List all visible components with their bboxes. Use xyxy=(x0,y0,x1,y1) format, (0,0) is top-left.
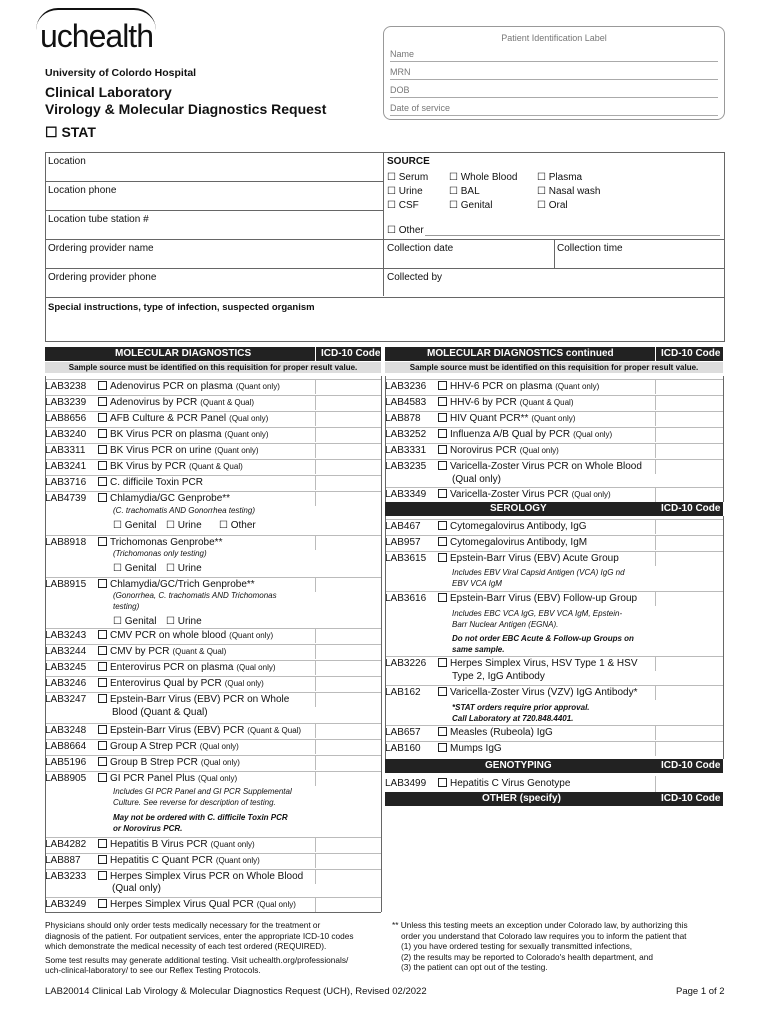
test-code: LAB3246 xyxy=(45,678,87,689)
test-row[interactable] xyxy=(385,445,723,458)
ebv-acute-note: EBV VCA IgM xyxy=(452,579,502,588)
right-subnote: Sample source must be identified on this requisition for proper result value. xyxy=(385,362,723,373)
test-row[interactable] xyxy=(45,899,381,912)
checkbox-icon[interactable] xyxy=(98,725,107,734)
stat-checkbox[interactable]: ☐ STAT xyxy=(45,124,96,140)
hsv-cont: Type 2, IgG Antibody xyxy=(452,671,545,682)
spec-opt[interactable]: ☐ Urine xyxy=(166,616,202,627)
src-other[interactable]: ☐ Other xyxy=(387,225,424,236)
test-name: BK Virus by PCR (Quant & Qual) xyxy=(98,461,243,472)
test-row[interactable] xyxy=(385,429,723,442)
test-name: Cytomegalovirus Antibody, IgG xyxy=(438,521,587,532)
ebv-fu-note: Barr Nuclear Antigen (EGNA). xyxy=(452,620,559,629)
mrn-field[interactable]: MRN xyxy=(390,67,718,80)
src-whole-blood[interactable]: ☐ Whole Blood xyxy=(449,172,518,183)
test-row[interactable] xyxy=(385,489,723,502)
test-row[interactable] xyxy=(45,493,381,506)
checkbox-icon[interactable] xyxy=(98,646,107,655)
test-row[interactable] xyxy=(45,839,381,852)
test-name: Varicella-Zoster Virus PCR (Qual only) xyxy=(438,489,611,500)
test-name: Enterovirus PCR on plasma (Qual only) xyxy=(98,662,276,673)
test-code: LAB3233 xyxy=(45,871,87,882)
stat-note: Call Laboratory at 720.848.4401. xyxy=(452,714,574,723)
checkbox-icon[interactable] xyxy=(98,899,107,908)
test-row[interactable] xyxy=(385,381,723,394)
test-row[interactable] xyxy=(45,871,381,884)
checkbox-icon[interactable] xyxy=(438,553,447,562)
test-name: Chlamydia/GC Genprobe** xyxy=(98,493,233,504)
test-code: LAB162 xyxy=(385,687,421,698)
test-row[interactable] xyxy=(45,741,381,754)
test-row[interactable] xyxy=(45,725,381,738)
tube-station-field[interactable]: Location tube station # xyxy=(48,214,149,225)
test-name: HHV-6 PCR on plasma (Quant only) xyxy=(438,381,599,392)
test-name: Herpes Simplex Virus, HSV Type 1 & HSV xyxy=(438,658,638,669)
test-code: LAB3248 xyxy=(45,725,87,736)
test-code: LAB3244 xyxy=(45,646,87,657)
src-urine[interactable]: ☐ Urine xyxy=(387,186,423,197)
other-header: OTHER (specify) ICD-10 Code xyxy=(385,792,723,806)
checkbox-icon[interactable] xyxy=(98,397,107,406)
checkbox-icon[interactable] xyxy=(438,429,447,438)
test-name: Hepatitis C Quant PCR (Quant only) xyxy=(98,855,260,866)
test-name: Chlamydia/GC/Trich Genprobe** xyxy=(98,579,258,590)
checkbox-icon[interactable] xyxy=(98,855,107,864)
test-code: LAB3226 xyxy=(385,658,427,669)
test-name: Herpes Simplex Virus PCR on Whole Blood xyxy=(98,871,306,882)
test-row[interactable] xyxy=(45,630,381,643)
ct-note: (C. trachomatis AND Gonorrhea testing) xyxy=(113,506,255,515)
test-row[interactable] xyxy=(385,413,723,426)
test-row[interactable] xyxy=(45,397,381,410)
test-row[interactable] xyxy=(385,658,723,671)
ordering-phone-field[interactable]: Ordering provider phone xyxy=(48,272,157,283)
checkbox-icon[interactable] xyxy=(98,429,107,438)
test-name: Group B Strep PCR (Qual only) xyxy=(98,757,240,768)
test-code: LAB3249 xyxy=(45,899,87,910)
test-row[interactable] xyxy=(385,521,723,534)
footer-right: ** Unless this testing meets an exception under Colorado law, by authorizing this order you understand that Colorado law requires you to inform the patient that (1) you have ordered testing for sexually transmitted infections, (2) the results may be reported to Colorado's health department, and (3) the patient can opt out of the testing. xyxy=(392,920,688,972)
ebv-warning: same sample. xyxy=(452,645,505,654)
test-name: AFB Culture & PCR Panel (Qual only) xyxy=(98,413,268,424)
test-code: LAB657 xyxy=(385,727,421,738)
test-row[interactable] xyxy=(45,757,381,770)
test-code: LAB4583 xyxy=(385,397,427,408)
test-name: Varicella-Zoster Virus PCR on Whole Blood xyxy=(438,461,645,472)
form-title-2: Virology & Molecular Diagnostics Request xyxy=(45,101,327,117)
checkbox-icon[interactable] xyxy=(438,658,447,667)
test-name: Group A Strep PCR (Qual only) xyxy=(98,741,239,752)
test-row[interactable] xyxy=(45,537,381,550)
test-name: Epstein-Barr Virus (EBV) Acute Group xyxy=(438,553,619,564)
checkbox-icon[interactable] xyxy=(98,773,107,782)
test-name: Varicella-Zoster Virus (VZV) IgG Antibody* xyxy=(438,687,637,698)
gi-warning: or Norovirus PCR. xyxy=(113,824,183,833)
test-row[interactable] xyxy=(385,593,723,606)
test-code: LAB3240 xyxy=(45,429,87,440)
test-code: LAB3238 xyxy=(45,381,87,392)
test-code: LAB957 xyxy=(385,537,421,548)
special-instructions-field[interactable]: Special instructions, type of infection, suspected organism xyxy=(48,302,315,313)
checkbox-icon[interactable] xyxy=(98,537,107,546)
test-row[interactable] xyxy=(385,727,723,740)
test-name: HIV Quant PCR** (Quant only) xyxy=(438,413,575,424)
checkbox-icon[interactable] xyxy=(438,727,447,736)
test-row[interactable] xyxy=(45,646,381,659)
test-code: LAB3616 xyxy=(385,593,427,604)
spec-opt[interactable]: ☐ Genital xyxy=(113,563,157,574)
footer-left: Physicians should only order tests medically necessary for the treatment or diagnosis of the patient. For outpatient services, enter the appropriate ICD-10 codes which demonstrate the medical necessity of each test ordered (REQUIRED). Some test results may generate additional testing. Visit uchealth.org/professionals/ uch-clinical-laboratory/ to see our Reflex Testing Protocols. xyxy=(45,920,354,975)
checkbox-icon[interactable] xyxy=(438,778,447,787)
test-name: Adenovirus PCR on plasma (Quant only) xyxy=(98,381,280,392)
test-row[interactable] xyxy=(45,855,381,868)
src-oral[interactable]: ☐ Oral xyxy=(537,200,568,211)
test-code: LAB887 xyxy=(45,855,81,866)
test-row[interactable] xyxy=(45,477,381,490)
genotyping-header: GENOTYPING ICD-10 Code xyxy=(385,759,723,773)
test-row[interactable] xyxy=(385,778,723,791)
spec-opt[interactable]: ☐ Urine xyxy=(166,520,202,531)
spec-opt[interactable]: ☐ Other xyxy=(219,520,256,531)
logo: uchealth xyxy=(40,18,153,54)
checkbox-icon[interactable] xyxy=(98,871,107,880)
test-code: LAB8656 xyxy=(45,413,87,424)
test-code: LAB8915 xyxy=(45,579,87,590)
test-code: LAB3245 xyxy=(45,662,87,673)
hsv-cont: (Qual only) xyxy=(112,883,161,894)
src-nasal-wash[interactable]: ☐ Nasal wash xyxy=(537,186,601,197)
test-name: Measles (Rubeola) IgG xyxy=(438,727,553,738)
test-row[interactable] xyxy=(45,445,381,458)
ebv-cont: Blood (Quant & Qual) xyxy=(112,707,208,718)
test-code: LAB4282 xyxy=(45,839,87,850)
checkbox-icon[interactable] xyxy=(438,381,447,390)
checkbox-icon[interactable] xyxy=(438,397,447,406)
page-number: Page 1 of 2 xyxy=(676,986,725,997)
test-code: LAB3499 xyxy=(385,778,427,789)
collected-by-field[interactable]: Collected by xyxy=(387,272,443,283)
gi-note: Includes GI PCR Panel and GI PCR Supplemental xyxy=(113,787,292,796)
src-bal[interactable]: ☐ BAL xyxy=(449,186,480,197)
test-code: LAB3615 xyxy=(385,553,427,564)
test-name: Trichomonas Genprobe** xyxy=(98,537,225,548)
test-row[interactable] xyxy=(385,553,723,566)
patient-id-label xyxy=(383,26,725,120)
test-row[interactable] xyxy=(45,429,381,442)
hospital-name: University of Colordo Hospital xyxy=(45,67,197,79)
test-row[interactable] xyxy=(45,694,381,707)
form-id: LAB20014 Clinical Lab Virology & Molecular Diagnostics Request (UCH), Revised 02/2022 xyxy=(45,986,427,997)
spec-opt[interactable]: ☐ Genital xyxy=(113,520,157,531)
test-code: LAB4739 xyxy=(45,493,87,504)
test-name: BK Virus PCR on plasma (Quant only) xyxy=(98,429,269,440)
test-name: Hepatitis C Virus Genotype xyxy=(438,778,570,789)
test-code: LAB467 xyxy=(385,521,421,532)
test-code: LAB8905 xyxy=(45,773,87,784)
checkbox-icon[interactable] xyxy=(98,839,107,848)
date-of-service-field[interactable]: Date of service xyxy=(390,103,718,116)
test-name: GI PCR Panel Plus (Qual only) xyxy=(98,773,237,784)
ebv-acute-note: Includes EBV Viral Capsid Antigen (VCA) IgG nd xyxy=(452,568,625,577)
test-name: Epstein-Barr Virus (EBV) PCR on Whole xyxy=(98,694,292,705)
location-phone-field[interactable]: Location phone xyxy=(48,185,117,196)
test-code: LAB3243 xyxy=(45,630,87,641)
test-name: Norovirus PCR (Qual only) xyxy=(438,445,559,456)
checkbox-icon[interactable] xyxy=(98,662,107,671)
checkbox-icon[interactable] xyxy=(438,687,447,696)
ctt-note: (Gonorrhea, C. trachomatis AND Trichomonas xyxy=(113,591,277,600)
checkbox-icon[interactable] xyxy=(438,743,447,752)
test-row[interactable] xyxy=(385,461,723,474)
test-code: LAB878 xyxy=(385,413,421,424)
test-name: C. difficile Toxin PCR xyxy=(98,477,206,488)
checkbox-icon[interactable] xyxy=(438,537,447,546)
src-serum[interactable]: ☐ Serum xyxy=(387,172,429,183)
checkbox-icon[interactable] xyxy=(438,461,447,470)
test-row[interactable] xyxy=(45,413,381,426)
test-name: CMV by PCR (Quant & Qual) xyxy=(98,646,226,657)
checkbox-icon[interactable] xyxy=(438,489,447,498)
ordering-provider-field[interactable]: Ordering provider name xyxy=(48,243,154,254)
form-title-1: Clinical Laboratory xyxy=(45,84,172,100)
test-name: Cytomegalovirus Antibody, IgM xyxy=(438,537,587,548)
spec-opt[interactable]: ☐ Urine xyxy=(166,563,202,574)
checkbox-icon[interactable] xyxy=(98,741,107,750)
test-code: LAB3311 xyxy=(45,445,86,456)
dob-field[interactable]: DOB xyxy=(390,85,718,98)
checkbox-icon[interactable] xyxy=(98,445,107,454)
checkbox-icon[interactable] xyxy=(98,694,107,703)
molecular-continued-header: MOLECULAR DIAGNOSTICS continued ICD-10 Code xyxy=(385,347,723,361)
checkbox-icon[interactable] xyxy=(438,445,447,454)
test-code: LAB8918 xyxy=(45,537,87,548)
src-plasma[interactable]: ☐ Plasma xyxy=(537,172,583,183)
test-name: Epstein-Barr Virus (EBV) PCR (Quant & Qual) xyxy=(98,725,301,736)
source-label: SOURCE xyxy=(387,156,430,167)
test-name: HHV-6 by PCR (Quant & Qual) xyxy=(438,397,574,408)
collection-time-field[interactable]: Collection time xyxy=(557,243,623,254)
src-genital[interactable]: ☐ Genital xyxy=(449,200,493,211)
checkbox-icon[interactable] xyxy=(438,593,447,602)
test-row[interactable] xyxy=(45,662,381,675)
ctt-note: testing) xyxy=(113,602,140,611)
test-code: LAB3239 xyxy=(45,397,87,408)
test-row[interactable] xyxy=(385,537,723,550)
collection-date-field[interactable]: Collection date xyxy=(387,243,454,254)
test-code: LAB160 xyxy=(385,743,421,754)
checkbox-icon[interactable] xyxy=(98,630,107,639)
checkbox-icon[interactable] xyxy=(438,413,447,422)
serology-header: SEROLOGY ICD-10 Code xyxy=(385,502,723,516)
test-code: LAB3716 xyxy=(45,477,87,488)
test-code: LAB8664 xyxy=(45,741,87,752)
test-name: Mumps IgG xyxy=(438,743,502,754)
test-code: LAB3236 xyxy=(385,381,427,392)
checkbox-icon[interactable] xyxy=(98,493,107,502)
test-name: Hepatitis B Virus PCR (Quant only) xyxy=(98,839,255,850)
test-name: Influenza A/B Qual by PCR (Qual only) xyxy=(438,429,612,440)
src-csf[interactable]: ☐ CSF xyxy=(387,200,419,211)
checkbox-icon[interactable] xyxy=(98,579,107,588)
test-code: LAB3252 xyxy=(385,429,427,440)
checkbox-icon[interactable] xyxy=(438,521,447,530)
location-field[interactable]: Location xyxy=(48,156,86,167)
test-code: LAB3235 xyxy=(385,461,427,472)
test-row[interactable] xyxy=(385,687,723,700)
name-field[interactable]: Name xyxy=(390,49,718,62)
checkbox-icon[interactable] xyxy=(98,413,107,422)
checkbox-icon[interactable] xyxy=(98,461,107,470)
ebv-warning: Do not order EBC Acute & Follow-up Groups on xyxy=(452,634,634,643)
ebv-fu-note: Includes EBC VCA IgG, EBV VCA IgM, Epstein- xyxy=(452,609,623,618)
test-row[interactable] xyxy=(45,461,381,474)
gi-note: Culture. See reverse for description of testing. xyxy=(113,798,276,807)
vzv-cont: (Qual only) xyxy=(452,474,501,485)
test-row[interactable] xyxy=(45,678,381,691)
test-row[interactable] xyxy=(385,743,723,756)
test-name: Herpes Simplex Virus Qual PCR (Qual only) xyxy=(98,899,296,910)
molecular-header: MOLECULAR DIAGNOSTICS ICD-10 Code xyxy=(45,347,381,361)
test-name: BK Virus PCR on urine (Quant only) xyxy=(98,445,259,456)
test-name: Adenovirus by PCR (Quant & Qual) xyxy=(98,397,254,408)
checkbox-icon[interactable] xyxy=(98,678,107,687)
test-code: LAB3349 xyxy=(385,489,427,500)
checkbox-icon[interactable] xyxy=(98,757,107,766)
test-code: LAB5196 xyxy=(45,757,87,768)
test-row[interactable] xyxy=(45,773,381,786)
patient-id-title: Patient Identification Label xyxy=(501,33,607,43)
left-subnote: Sample source must be identified on this requisition for proper result value. xyxy=(45,362,381,373)
test-name: Enterovirus Qual by PCR (Qual only) xyxy=(98,678,264,689)
test-code: LAB3331 xyxy=(385,445,427,456)
spec-opt[interactable]: ☐ Genital xyxy=(113,616,157,627)
stat-note: *STAT orders require prior approval. xyxy=(452,703,590,712)
checkbox-icon[interactable] xyxy=(98,477,107,486)
test-row[interactable] xyxy=(385,397,723,410)
test-code: LAB3247 xyxy=(45,694,87,705)
trich-note: (Trichomonas only testing) xyxy=(113,549,207,558)
test-row[interactable] xyxy=(45,381,381,394)
test-name: Epstein-Barr Virus (EBV) Follow-up Group xyxy=(438,593,637,604)
test-name: CMV PCR on whole blood (Quant only) xyxy=(98,630,273,641)
checkbox-icon[interactable] xyxy=(98,381,107,390)
gi-warning: May not be ordered with C. difficile Toxin PCR xyxy=(113,813,288,822)
test-code: LAB3241 xyxy=(45,461,87,472)
